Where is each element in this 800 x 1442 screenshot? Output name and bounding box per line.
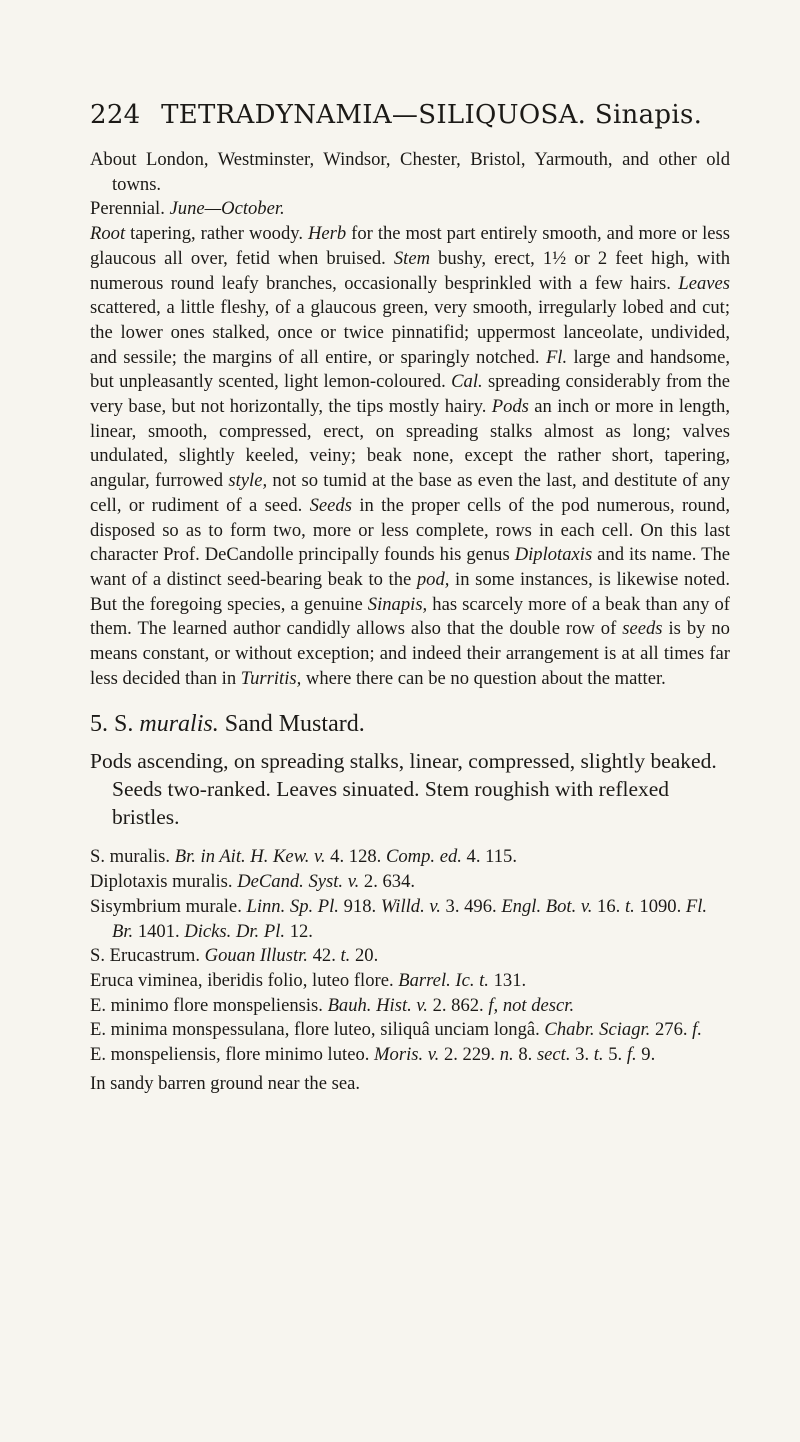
genus-name: Diplotaxis xyxy=(514,544,593,566)
description-paragraph: Root tapering, rather woody. Herb for the most part entirely smooth, and more or less glaucous all over, fetid when bruised. Stem bushy, erect, 1½ or 2 feet high, with numerous round leafy branches, occasionally besprinkled with a few hairs. Leaves scattered, a little fleshy, of a glaucous green, very smooth, irregularly lobed and cut; the lower ones stalked, once or twice pinnatifid; uppermost lanceolate, undivided, and sessile; the margins of all entire, or sparingly notched. Fl. large and handsome, but unpleasantly scented, light lemon-coloured. Cal. spreading considerably from the very base, but not horizontally, the tips mostly hairy. Pods an inch or more in length, linear, smooth, compressed, erect, on spreading stalks almost as long; valves undulated, slightly keeled, veiny; beak none, except the rather short, tapering, angular, furrowed style, not so tumid at the base as even the last, and destitute of any cell, or rudiment of a seed. Seeds in the proper cells of the pod numerous, round, disposed so as to form two, more or less complete, rows in each cell. On this last character Prof. DeCandolle principally founds his genus Diplotaxis and its name. The want of a distinct seed-bearing beak to the pod, in some instances, is likewise noted. But the foregoing species, a genuine Sinapis, has scarcely more of a beak than any of them. The learned author candidly allows also that the double row of seeds is by no means constant, or without exception; and indeed their arrangement is at all times far less decided than in Turritis, where there can be no question about the matter. xyxy=(90,223,731,689)
synonym-entry: Diplotaxis muralis. DeCand. Syst. v. 2. 634. xyxy=(90,871,416,893)
duration: Perennial. xyxy=(90,198,165,220)
leaves-label: Leaves xyxy=(678,272,730,294)
genus-heading: Sinapis. xyxy=(594,100,703,130)
seeds-label: Seeds xyxy=(309,494,352,516)
page-number: 224 xyxy=(90,100,141,130)
species-number: 5. S. xyxy=(90,711,134,738)
running-title: TETRADYNAMIA—SILIQUOSA. xyxy=(161,100,587,130)
synonym-entry: S. Erucastrum. Gouan Illustr. 42. t. 20. xyxy=(90,945,379,967)
text-body xyxy=(90,148,730,1097)
cal-label: Cal. xyxy=(451,371,483,393)
synonym-entry: Sisymbrium murale. Linn. Sp. Pl. 918. Willd. v. 3. 496. Engl. Bot. v. 16. t. 1090. Fl. Br. 1401. Dicks. Dr. Pl. 12. xyxy=(90,895,708,942)
species-name: muralis. xyxy=(139,711,219,738)
duration-line xyxy=(90,197,730,222)
localities: About London, Westminster, Windsor, Chester, Bristol, Yarmouth, and other old towns. xyxy=(90,149,730,195)
style-label: style, xyxy=(228,470,268,492)
species-heading xyxy=(90,709,730,739)
species-diagnosis: Pods ascending, on spreading stalks, linear, compressed, slightly beaked. Seeds two-ranked. Leaves sinuated. Stem roughish with reflexed bristles. xyxy=(90,749,717,830)
running-header xyxy=(90,100,730,130)
fl-label: Fl. xyxy=(545,346,568,368)
stem-label: Stem xyxy=(393,247,431,269)
synonym-entry: S. muralis. Br. in Ait. H. Kew. v. 4. 128. Comp. ed. 4. 115. xyxy=(90,846,517,868)
flowering-season: June—October. xyxy=(169,198,285,220)
synonym-entry: Eruca viminea, iberidis folio, luteo flore. Barrel. Ic. t. 131. xyxy=(90,969,527,991)
synonymy-list xyxy=(90,845,730,1067)
pods-label: Pods xyxy=(491,396,529,418)
common-name: Sand Mustard. xyxy=(224,711,365,738)
synonym-entry: E. minimo flore monspeliensis. Bauh. Hist. v. 2. 862. f, not descr. xyxy=(90,994,575,1016)
root-label: Root xyxy=(90,223,126,245)
synonym-entry: E. minima monspessulana, flore luteo, siliquâ unciam longâ. Chabr. Sciagr. 276. f. xyxy=(90,1019,702,1041)
habitat: In sandy barren ground near the sea. xyxy=(90,1072,361,1094)
herb-label: Herb xyxy=(307,223,347,245)
synonym-entry: E. monspeliensis, flore minimo luteo. Moris. v. 2. 229. n. 8. sect. 3. t. 5. f. 9. xyxy=(90,1044,656,1066)
